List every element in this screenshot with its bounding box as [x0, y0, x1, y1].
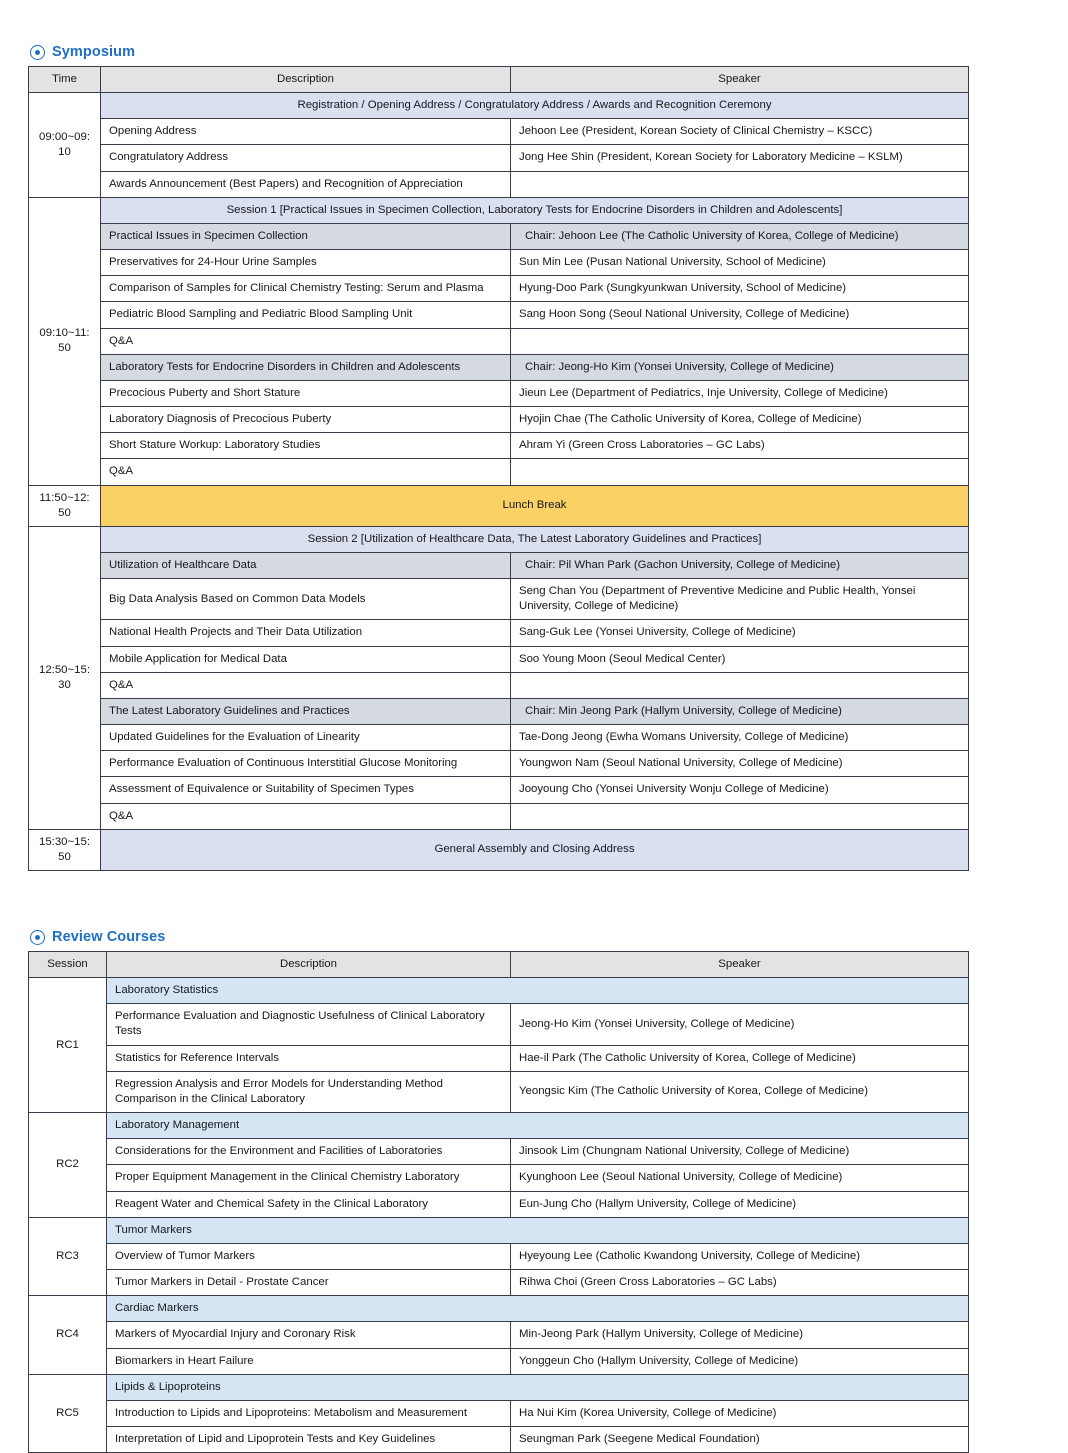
talk-title-cell: Tumor Markers in Detail - Prostate Cancer — [107, 1270, 511, 1296]
speaker-cell: Soo Young Moon (Seoul Medical Center) — [511, 646, 969, 672]
time-cell: 09:00~09:10 — [29, 93, 101, 198]
time-cell: 15:30~15:50 — [29, 829, 101, 870]
column-header-time: Time — [29, 67, 101, 93]
lunch-break-banner: Lunch Break — [101, 485, 969, 526]
talk-title-cell: Pediatric Blood Sampling and Pediatric Blood Sampling Unit — [101, 302, 511, 328]
talk-title-cell: Assessment of Equivalence or Suitability of Specimen Types — [101, 777, 511, 803]
talk-title-cell: Precocious Puberty and Short Stature — [101, 380, 511, 406]
talk-title-cell: Statistics for Reference Intervals — [107, 1045, 511, 1071]
session-banner: General Assembly and Closing Address — [101, 829, 969, 870]
table-row — [29, 1400, 969, 1426]
talk-title-cell: Introduction to Lipids and Lipoproteins: Metabolism and Measurement — [107, 1400, 511, 1426]
table-row — [29, 354, 969, 380]
speaker-cell: Seungman Park (Seegene Medical Foundation) — [511, 1426, 969, 1452]
topic-group-header: Laboratory Tests for Endocrine Disorders in Children and Adolescents — [101, 354, 511, 380]
column-header-description: Description — [101, 67, 511, 93]
table-row — [29, 579, 969, 620]
course-group-header: Laboratory Statistics — [107, 978, 969, 1004]
speaker-cell: Kyunghoon Lee (Seoul National University, College of Medicine) — [511, 1165, 969, 1191]
talk-title-cell: Regression Analysis and Error Models for Understanding Method Comparison in the Clinical Laboratory — [107, 1071, 511, 1112]
topic-group-header: Practical Issues in Specimen Collection — [101, 223, 511, 249]
symposium-table — [28, 66, 969, 871]
table-row — [29, 485, 969, 526]
table-row — [29, 302, 969, 328]
speaker-cell: Jinsook Lim (Chungnam National University, College of Medicine) — [511, 1139, 969, 1165]
table-row — [29, 1243, 969, 1269]
table-row — [29, 1348, 969, 1374]
talk-title-cell: Preservatives for 24-Hour Urine Samples — [101, 250, 511, 276]
chair-cell: Chair: Jeong-Ho Kim (Yonsei University, College of Medicine) — [511, 354, 969, 380]
talk-title-cell: Markers of Myocardial Injury and Coronary Risk — [107, 1322, 511, 1348]
speaker-cell: Hyeyoung Lee (Catholic Kwandong University, College of Medicine) — [511, 1243, 969, 1269]
speaker-cell: Yeongsic Kim (The Catholic University of Korea, College of Medicine) — [511, 1071, 969, 1112]
symposium-table-head — [29, 67, 969, 93]
chair-cell: Chair: Pil Whan Park (Gachon University, College of Medicine) — [511, 552, 969, 578]
speaker-cell — [511, 803, 969, 829]
speaker-cell: Hyojin Chae (The Catholic University of Korea, College of Medicine) — [511, 407, 969, 433]
header-row — [29, 67, 969, 93]
speaker-cell: Sun Min Lee (Pusan National University, School of Medicine) — [511, 250, 969, 276]
talk-title-cell: Overview of Tumor Markers — [107, 1243, 511, 1269]
table-row — [29, 751, 969, 777]
talk-title-cell: Performance Evaluation and Diagnostic Usefulness of Clinical Laboratory Tests — [107, 1004, 511, 1045]
column-header-speaker: Speaker — [511, 67, 969, 93]
talk-title-cell: Q&A — [101, 459, 511, 485]
table-row — [29, 646, 969, 672]
talk-title-cell: Laboratory Diagnosis of Precocious Puberty — [101, 407, 511, 433]
speaker-cell: Tae-Dong Jeong (Ewha Womans University, College of Medicine) — [511, 725, 969, 751]
session-code-cell: RC3 — [29, 1217, 107, 1295]
talk-title-cell: Biomarkers in Heart Failure — [107, 1348, 511, 1374]
speaker-cell: Ahram Yi (Green Cross Laboratories – GC Labs) — [511, 433, 969, 459]
speaker-cell: Eun-Jung Cho (Hallym University, College of Medicine) — [511, 1191, 969, 1217]
speaker-cell: Jehoon Lee (President, Korean Society of Clinical Chemistry – KSCC) — [511, 119, 969, 145]
speaker-cell: Sang-Guk Lee (Yonsei University, College of Medicine) — [511, 620, 969, 646]
symposium-table-body — [29, 93, 969, 871]
table-row — [29, 145, 969, 171]
speaker-cell: Sang Hoon Song (Seoul National University, College of Medicine) — [511, 302, 969, 328]
speaker-cell: Hyung-Doo Park (Sungkyunkwan University, School of Medicine) — [511, 276, 969, 302]
talk-title-cell: Q&A — [101, 803, 511, 829]
table-row — [29, 1071, 969, 1112]
session-banner: Session 1 [Practical Issues in Specimen Collection, Laboratory Tests for Endocrine Disorders in Children and Adolescents] — [101, 197, 969, 223]
session-code-cell: RC5 — [29, 1374, 107, 1452]
table-row — [29, 250, 969, 276]
table-row — [29, 1191, 969, 1217]
table-row — [29, 829, 969, 870]
table-row — [29, 328, 969, 354]
table-row — [29, 1270, 969, 1296]
session-banner: Registration / Opening Address / Congratulatory Address / Awards and Recognition Ceremony — [101, 93, 969, 119]
talk-title-cell: Awards Announcement (Best Papers) and Recognition of Appreciation — [101, 171, 511, 197]
table-row — [29, 197, 969, 223]
table-row — [29, 777, 969, 803]
session-code-cell: RC4 — [29, 1296, 107, 1374]
table-row — [29, 119, 969, 145]
speaker-cell: Ha Nui Kim (Korea University, College of Medicine) — [511, 1400, 969, 1426]
review-courses-heading-label: Review Courses — [52, 929, 166, 945]
talk-title-cell: Considerations for the Environment and Facilities of Laboratories — [107, 1139, 511, 1165]
review-courses-heading — [30, 929, 978, 945]
talk-title-cell: Q&A — [101, 672, 511, 698]
table-row — [29, 459, 969, 485]
review-courses-table — [28, 951, 969, 1453]
speaker-cell: Seng Chan You (Department of Preventive Medicine and Public Health, Yonsei University, College of Medicine) — [511, 579, 969, 620]
speaker-cell: Rihwa Choi (Green Cross Laboratories – GC Labs) — [511, 1270, 969, 1296]
speaker-cell: Youngwon Nam (Seoul National University, College of Medicine) — [511, 751, 969, 777]
symposium-heading — [30, 44, 978, 60]
header-row — [29, 952, 969, 978]
talk-title-cell: Mobile Application for Medical Data — [101, 646, 511, 672]
chair-cell: Chair: Jehoon Lee (The Catholic University of Korea, College of Medicine) — [511, 223, 969, 249]
chair-cell: Chair: Min Jeong Park (Hallym University, College of Medicine) — [511, 698, 969, 724]
talk-title-cell: National Health Projects and Their Data Utilization — [101, 620, 511, 646]
table-row — [29, 1426, 969, 1452]
table-row — [29, 1165, 969, 1191]
table-row — [29, 1139, 969, 1165]
time-cell: 12:50~15:30 — [29, 526, 101, 829]
speaker-cell: Jeong-Ho Kim (Yonsei University, College of Medicine) — [511, 1004, 969, 1045]
table-row — [29, 171, 969, 197]
talk-title-cell: Proper Equipment Management in the Clinical Chemistry Laboratory — [107, 1165, 511, 1191]
table-row — [29, 1004, 969, 1045]
table-row — [29, 1113, 969, 1139]
table-row — [29, 698, 969, 724]
course-group-header: Laboratory Management — [107, 1113, 969, 1139]
session-code-cell: RC1 — [29, 978, 107, 1113]
table-row — [29, 672, 969, 698]
session-code-cell: RC2 — [29, 1113, 107, 1218]
table-row — [29, 223, 969, 249]
talk-title-cell: Comparison of Samples for Clinical Chemistry Testing: Serum and Plasma — [101, 276, 511, 302]
table-row — [29, 433, 969, 459]
speaker-cell: Min-Jeong Park (Hallym University, College of Medicine) — [511, 1322, 969, 1348]
table-row — [29, 552, 969, 578]
talk-title-cell: Opening Address — [101, 119, 511, 145]
table-row — [29, 93, 969, 119]
talk-title-cell: Short Stature Workup: Laboratory Studies — [101, 433, 511, 459]
table-row — [29, 803, 969, 829]
talk-title-cell: Big Data Analysis Based on Common Data Models — [101, 579, 511, 620]
speaker-cell: Hae-il Park (The Catholic University of Korea, College of Medicine) — [511, 1045, 969, 1071]
column-header-description: Description — [107, 952, 511, 978]
table-row — [29, 526, 969, 552]
section-spacer — [28, 871, 978, 929]
speaker-cell: Jieun Lee (Department of Pediatrics, Inje University, College of Medicine) — [511, 380, 969, 406]
time-cell: 11:50~12:50 — [29, 485, 101, 526]
table-row — [29, 725, 969, 751]
table-row — [29, 620, 969, 646]
talk-title-cell: Interpretation of Lipid and Lipoprotein Tests and Key Guidelines — [107, 1426, 511, 1452]
column-header-speaker: Speaker — [511, 952, 969, 978]
table-row — [29, 1217, 969, 1243]
table-row — [29, 1296, 969, 1322]
table-row — [29, 380, 969, 406]
table-row — [29, 1322, 969, 1348]
speaker-cell — [511, 672, 969, 698]
bullseye-icon — [30, 930, 45, 945]
course-group-header: Cardiac Markers — [107, 1296, 969, 1322]
speaker-cell: Jooyoung Cho (Yonsei University Wonju College of Medicine) — [511, 777, 969, 803]
review-courses-table-head — [29, 952, 969, 978]
talk-title-cell: Congratulatory Address — [101, 145, 511, 171]
bullseye-icon — [30, 45, 45, 60]
speaker-cell — [511, 171, 969, 197]
course-group-header: Lipids & Lipoproteins — [107, 1374, 969, 1400]
table-row — [29, 978, 969, 1004]
session-banner: Session 2 [Utilization of Healthcare Data, The Latest Laboratory Guidelines and Practices] — [101, 526, 969, 552]
topic-group-header: The Latest Laboratory Guidelines and Practices — [101, 698, 511, 724]
table-row — [29, 276, 969, 302]
table-row — [29, 407, 969, 433]
talk-title-cell: Reagent Water and Chemical Safety in the Clinical Laboratory — [107, 1191, 511, 1217]
review-courses-table-body — [29, 978, 969, 1453]
talk-title-cell: Q&A — [101, 328, 511, 354]
course-group-header: Tumor Markers — [107, 1217, 969, 1243]
time-cell: 09:10~11:50 — [29, 197, 101, 485]
speaker-cell: Yonggeun Cho (Hallym University, College of Medicine) — [511, 1348, 969, 1374]
table-row — [29, 1045, 969, 1071]
table-row — [29, 1374, 969, 1400]
column-header-session: Session — [29, 952, 107, 978]
topic-group-header: Utilization of Healthcare Data — [101, 552, 511, 578]
speaker-cell — [511, 459, 969, 485]
speaker-cell — [511, 328, 969, 354]
symposium-heading-label: Symposium — [52, 44, 136, 60]
talk-title-cell: Performance Evaluation of Continuous Interstitial Glucose Monitoring — [101, 751, 511, 777]
talk-title-cell: Updated Guidelines for the Evaluation of Linearity — [101, 725, 511, 751]
speaker-cell: Jong Hee Shin (President, Korean Society for Laboratory Medicine – KSLM) — [511, 145, 969, 171]
